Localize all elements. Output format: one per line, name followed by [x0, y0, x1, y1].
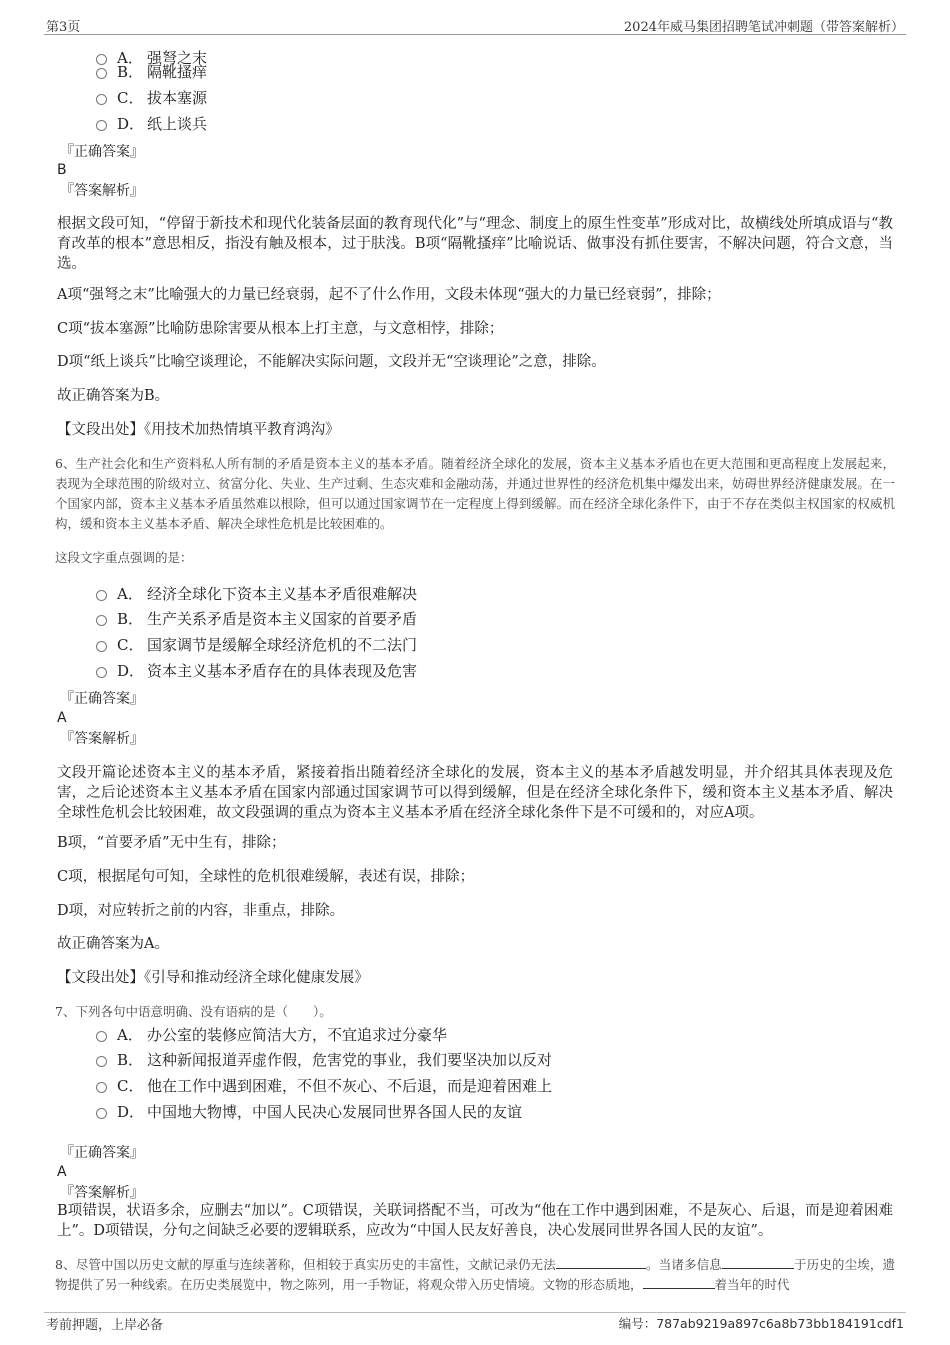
radio-icon[interactable] — [96, 590, 107, 601]
header-divider — [44, 34, 906, 35]
option-c[interactable]: C． 国家调节是缓解全球经济危机的不二法门 — [96, 635, 417, 655]
analysis-paragraph: D项“纸上谈兵”比喻空谈理论，不能解决实际问题，文段并无“空谈理论”之意，排除。 — [57, 354, 606, 370]
answer-value: A — [57, 1164, 67, 1180]
question-stem: 6、生产社会化和生产资料私人所有制的矛盾是资本主义的基本矛盾。随着经济全球化的发展，资本主义基本矛盾也在更大范围和更高程度上发展起来，表现为全球范围的阶级对立、贫富分化、失业、生产过剩、生态灾难和金融动荡，并通过世界性的经济危机集中爆发出来，妨碍世界经济健康发展。在一个国家内部，资本主义基本矛盾虽然难以根除，但可以通过国家调节在一定程度上得到缓解。而在经济全球化条件下，由于不存在类似主权国家的权威机构，缓和资本主义基本矛盾、解决全球性危机是比较困难的。 — [55, 456, 895, 531]
answer-value: A — [57, 710, 67, 726]
analysis-label: 『答案解析』 — [60, 183, 144, 199]
option-d[interactable]: D． 纸上谈兵 — [96, 114, 207, 134]
option-d[interactable]: D． 资本主义基本矛盾存在的具体表现及危害 — [96, 661, 417, 681]
source-citation: 【文段出处】《引导和推动经济全球化健康发展》 — [57, 970, 369, 986]
analysis-paragraph: B项，“首要矛盾”无中生有，排除； — [57, 835, 286, 851]
option-c[interactable]: C． 拔本塞源 — [96, 88, 207, 108]
analysis-paragraph: B项错误，状语多余，应删去“加以”。C项错误，关联词搭配不当，可改为“他在工作中遇到困难，不是灰心、后退，而是迎着困难上”。D项错误，分句之间缺乏必要的逻辑联系，应改为“中国人民友好善良，决心发展同世界各国人民的友谊”。 — [57, 1203, 893, 1239]
analysis-label: 『答案解析』 — [60, 1185, 144, 1201]
option-c[interactable]: C． 他在工作中遇到困难，不但不灰心、不后退，而是迎着困难上 — [96, 1076, 552, 1096]
analysis-paragraph: 故正确答案为A。 — [57, 936, 169, 952]
analysis-paragraph: C项“拔本塞源”比喻防患除害要从根本上打主意，与文意相悖，排除； — [57, 321, 504, 337]
page-number: 第3页 — [46, 20, 81, 35]
analysis-paragraph: 根据文段可知，“停留于新技术和现代化装备层面的教育现代化”与“理念、制度上的原生性变革”形成对比，故横线处所填成语与“教育改革的根本”意思相反，指没有触及根本，过于肤浅。B项“隔靴搔痒”比喻说话、做事没有抓住要害，不解决问题，符合文意，当选。 — [57, 216, 893, 272]
answer-label: 『正确答案』 — [60, 1145, 144, 1161]
analysis-label: 『答案解析』 — [60, 731, 144, 747]
option-a[interactable]: A． 办公室的装修应简洁大方，不宜追求过分豪华 — [96, 1025, 447, 1045]
option-a[interactable]: A． 经济全球化下资本主义基本矛盾很难解决 — [96, 584, 417, 604]
fill-blank[interactable] — [556, 1256, 646, 1269]
analysis-paragraph: A项“强弩之末”比喻强大的力量已经衰弱，起不了什么作用，文段未体现“强大的力量已经衰弱”，排除； — [57, 287, 721, 303]
question-stem: 8、尽管中国以历史文献的厚重与连续著称，但相较于真实历史的丰富性，文献记录仍无法 。当诸多信息 于历史的尘埃，遗物提供了另一种线索。在历史类展览中，物之陈列，用一手物证，将观众带入历史情境。文物的形态质地， 着当年的时代 — [55, 1257, 895, 1292]
footer-divider — [44, 1312, 906, 1313]
analysis-paragraph: 故正确答案为B。 — [57, 388, 170, 404]
radio-icon[interactable] — [96, 68, 107, 79]
radio-icon[interactable] — [96, 1082, 107, 1093]
option-b[interactable]: B． 这种新闻报道弄虚作假，危害党的事业，我们要坚决加以反对 — [96, 1050, 552, 1070]
radio-icon[interactable] — [96, 1031, 107, 1042]
analysis-paragraph: 文段开篇论述资本主义的基本矛盾，紧接着指出随着经济全球化的发展，资本主义的基本矛盾越发明显，并介绍其具体表现及危害，之后论述资本主义基本矛盾在国家内部通过国家调节可以得到缓解，但是在经济全球化条件下，缓和资本主义基本矛盾、解决全球性危机会比较困难，故文段强调的重点为资本主义基本矛盾在经济全球化条件下是不可缓和的，对应A项。 — [57, 765, 893, 821]
radio-icon[interactable] — [96, 641, 107, 652]
footer-slogan: 考前押题，上岸必备 — [46, 1318, 164, 1333]
fill-blank[interactable] — [722, 1256, 794, 1269]
question-prompt: 这段文字重点强调的是： — [55, 550, 193, 565]
option-a[interactable]: A． 强弩之末 — [96, 48, 207, 68]
analysis-paragraph: C项，根据尾句可知，全球性的危机很难缓解，表述有误，排除； — [57, 869, 475, 885]
source-citation: 【文段出处】《用技术加热情填平教育鸿沟》 — [57, 422, 340, 438]
radio-icon[interactable] — [96, 667, 107, 678]
answer-label: 『正确答案』 — [60, 144, 144, 160]
radio-icon[interactable] — [96, 120, 107, 131]
radio-icon[interactable] — [96, 615, 107, 626]
answer-label: 『正确答案』 — [60, 691, 144, 707]
option-d[interactable]: D． 中国地大物博，中国人民决心发展同世界各国人民的友谊 — [96, 1102, 522, 1122]
answer-value: B — [57, 162, 67, 178]
document-id: 编号：787ab9219a897c6a8b73bb184191cdf1 — [618, 1316, 904, 1331]
radio-icon[interactable] — [96, 94, 107, 105]
radio-icon[interactable] — [96, 1108, 107, 1119]
question-stem: 7、下列各句中语意明确、没有语病的是（ ）。 — [55, 1004, 332, 1019]
option-b[interactable]: B． 隔靴搔痒 — [96, 62, 207, 82]
document-title: 2024年威马集团招聘笔试冲刺题（带答案解析） — [623, 20, 904, 35]
analysis-paragraph: D项，对应转折之前的内容，非重点，排除。 — [57, 903, 345, 919]
fill-blank[interactable] — [643, 1276, 715, 1289]
option-b[interactable]: B． 生产关系矛盾是资本主义国家的首要矛盾 — [96, 609, 417, 629]
radio-icon[interactable] — [96, 1056, 107, 1067]
